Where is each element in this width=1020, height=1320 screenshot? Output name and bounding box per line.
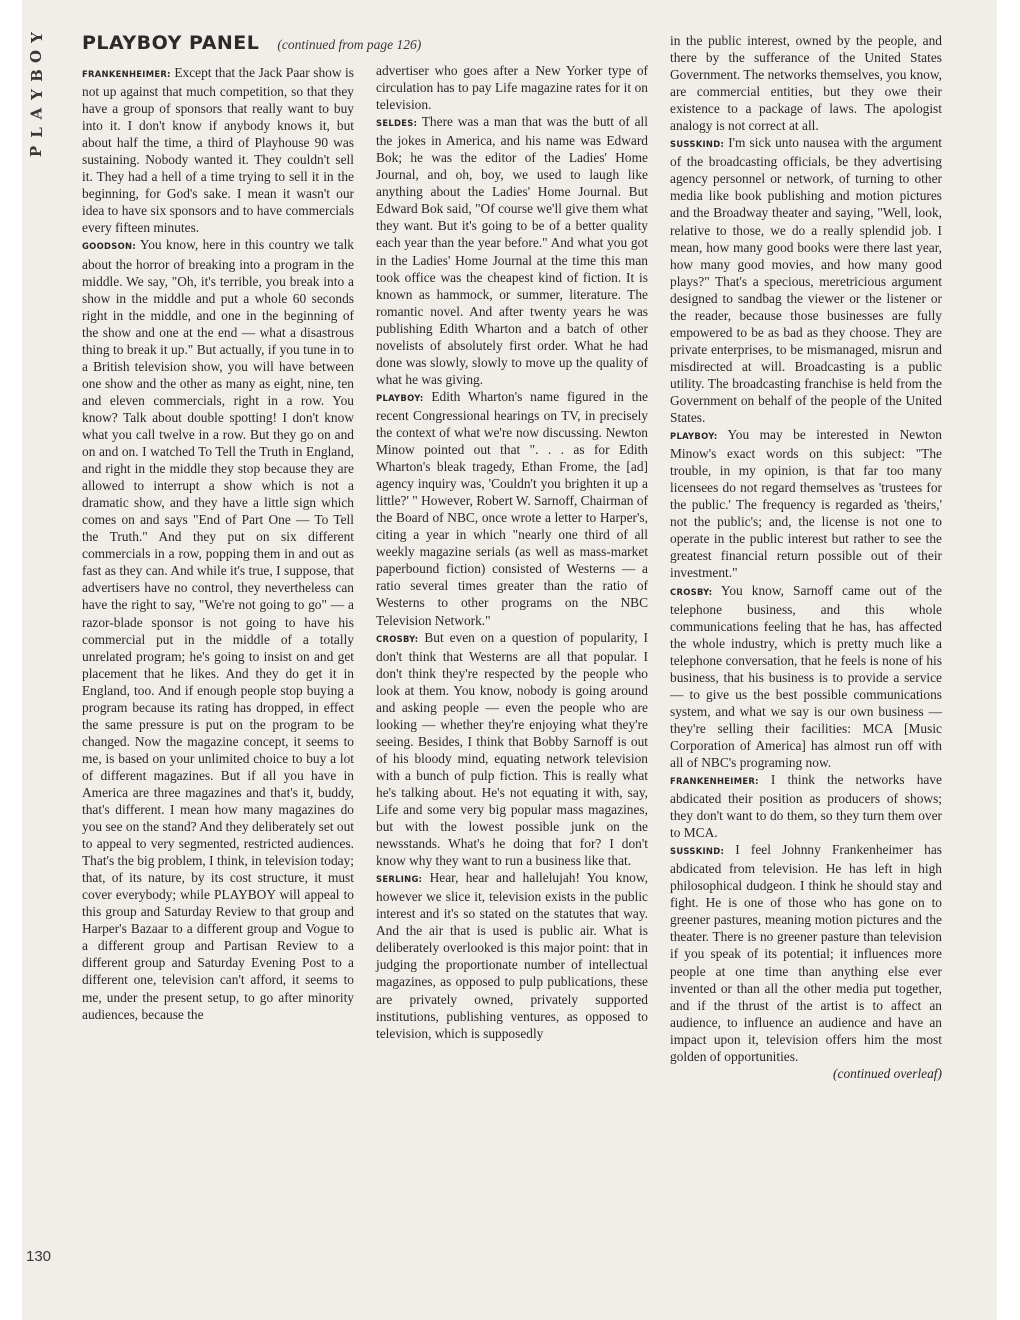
- page-header: [82, 32, 642, 54]
- paragraph: [376, 113, 648, 388]
- text-column-1: [82, 64, 354, 1023]
- paragraph: [376, 629, 648, 870]
- paragraph-text: in the public interest, owned by the people, and there by the sufferance of the United States Government. The networks themselves, you know, are commercial entities, but they owe their existence to a package of laws. The apologist analogy is not correct at all.: [670, 33, 942, 134]
- paragraph-text: advertiser who goes after a New Yorker type of circulation has to pay Life magazine rates for it on television.: [376, 63, 648, 113]
- speaker-name: SERLING:: [376, 874, 423, 885]
- side-logo-letter: Y: [27, 89, 46, 100]
- paragraph: [670, 134, 942, 426]
- speaker-name: SUSSKIND:: [670, 846, 725, 857]
- paragraph: [82, 236, 354, 1022]
- paragraph-text: Edith Wharton's name figured in the recent Congressional hearings on TV, in precisely the context of what we're now discussing. Newton Minow pointed out that ". . . as for Edith Wharton's bleak tragedy, Ethan Frome, the [ad] agency inquiry was, 'Couldn't you brighten it up a little?' " However, Robert W. Sarnoff, Chairman of the Board of NBC, once wrote a letter to Harper's, citing a year in which "nearly one third of all weekly magazine serials (as well as mass-market paperbound fiction) consisted of Westerns — a ratio several times greater than the ratio of Westerns to other programs on the NBC Television Network.": [376, 388, 648, 628]
- section-title: PLAYBOY PANEL: [82, 32, 260, 54]
- paragraph-text: You know, Sarnoff came out of the telephone business, and this whole communications feeling that he has, has affected the whole industry, which is pretty much like a telephone conversation, that he feels is none of his business, that his business is to provide a service — to give us the best possible communications system, and what we say is our own business — they're selling their facilities: MCA [Music Corporation of America] has almost run off with all of NBC's programing now.: [670, 582, 942, 770]
- continued-overleaf-note: (continued overleaf): [833, 1065, 942, 1081]
- paragraph: [376, 62, 648, 113]
- speaker-name: CROSBY:: [670, 586, 713, 597]
- side-logo-letter: Y: [27, 32, 46, 43]
- text-column-2: [376, 62, 648, 1042]
- paragraph-text: You know, here in this country we talk about the horror of breaking into a program in the middle. We say, "Oh, it's terrible, you break into a show in the middle and put a whole 60 seconds right in the middle, and one in the beginning of the show and one at the end — what a disastrous thing to break it up." But actually, if you tune in to a British television show, you will have between one show and the other as many as eight, nine, ten and eleven commercials, right in a row. You know? Talk about double spotting! I don't know what you call twelve in a row. But they go on and on and on. I watched To Tell the Truth in England, and right in the middle they stop because they are allowed to interrupt a show which is not a dramatic show, and they have a little sign which comes on and says "End of Part One — To Tell the Truth." And they put on six different commercials in a row, popping them in and out as fast as they can. And while it's true, I suppose, that advertisers have no control, they nevertheless can have the right to say, "We're not going to go" — a razor-blade sponsor is not going to have his commercial put in the middle of a totally unrelated program; he's going to insist on and get placement that he likes. And they do get it in England, too. And if enough people stop buying a program because its rating has dropped, in effect the same pressure is put on the program to be changed. Now the magazine concept, it seems to me, is based on your unlimited choice to buy a lot of different magazines. But if all you have in America are three magazines and that's it, buddy, that's different. I mean how many magazines do you see on the stand? And they deliberately set out to appeal to very segmented, restricted audiences. That's the big problem, I think, in television today; that, of its nature, by its cost structure, it must cover everybody; while PLAYBOY will appeal to this group and Saturday Review to that group and Harper's Bazaar to a different group and Vogue to a different group and Partisan Review to a different group and Saturday Evening Post to a different one, television can't afford, it seems to me, under the present setup, to go after minority audiences, because the: [82, 237, 354, 1022]
- side-logo-letter: P: [27, 145, 46, 158]
- paragraph: [670, 582, 942, 772]
- speaker-name: SUSSKIND:: [670, 139, 725, 150]
- paragraph-text: I think the networks have abdicated their position as producers of shows; they don't want to do them, so they turn them over to MCA.: [670, 772, 942, 841]
- paragraph-text: Except that the Jack Paar show is not up against that much competition, so that they have a group of sponsors that really want to buy into it. I don't know if anybody knows it, but about half the time, a third of Playhouse 90 was sustaining. Nobody wanted it. They couldn't sell it. They had a hell of a time trying to sell it in the beginning, for God's sake. I mean it wasn't our idea to have six sponsors and to have commercials every fifteen minutes.: [82, 65, 354, 236]
- side-logo-letter: L: [27, 127, 46, 138]
- paragraph: [670, 32, 942, 134]
- speaker-name: CROSBY:: [376, 633, 419, 644]
- speaker-name: SELDES:: [376, 118, 418, 129]
- speaker-name: FRANKENHEIMER:: [670, 776, 759, 787]
- paragraph-text: I'm sick unto nausea with the argument of the broadcasting officials, be they advertising agency personnel or network, of turning to other media like book publishing and motion pictures and the Broadway theater and saying, "Well, look, relative to those, we do a really splendid job. I mean, how many good books were there last year, how many good movies, and how many good plays?" That's a specious, meretricious argument designed to sandbag the viewer or the listener or the reader, because those businesses are fully empowered to be as bad as they choose. They are private enterprises, to be mismanaged, misrun and misdirected at will. Broadcasting is a public utility. The broadcasting franchise is held from the Government on behalf of the people of the United States.: [670, 135, 942, 426]
- speaker-name: FRANKENHEIMER:: [82, 69, 171, 79]
- paragraph: [82, 64, 354, 236]
- speaker-name: GOODSON:: [82, 241, 136, 252]
- paragraph: [670, 771, 942, 841]
- speaker-name: PLAYBOY:: [670, 431, 718, 442]
- side-logo-letter: A: [27, 107, 46, 120]
- continued-note: (continued from page 126): [277, 37, 422, 52]
- paragraph: [376, 869, 648, 1041]
- paragraph-text: Hear, hear and hallelujah! You know, however we slice it, television exists in the public interest and it's so stated on the statutes that way. And the air that is used is public air. What is deliberately overlooked is this major point: that in judging the proportionate number of intellectual magazines, as opposed to pulp publications, these are privately owned, privately supported institutions, publishing ventures, as opposed to television, which is supposedly: [376, 870, 648, 1041]
- text-column-3: [670, 32, 942, 1082]
- paragraph-text: But even on a question of popularity, I don't think that Westerns are all that popular. I don't think they're respected by the people who look at them. You know, nobody is going around and asking people — even the people who are looking — whether they're enjoying what they're seeing. Besides, I think that Bobby Sarnoff is out of his bloody mind, equating network television with a bunch of pulp fiction. This is really what he's talking about. He's not equating it with, say, Life and some very big popular mass magazines, but with the lowest possible junk on the newsstands. What's he doing that for? I don't know why they want to run a business like that.: [376, 629, 648, 869]
- paragraph-text: You may be interested in Newton Minow's exact words on this subject: "The trouble, in my opinion, is that far too many licensees do not regard themselves as 'trustees for the public.' The frequency is regarded as 'theirs,' not the public's; and, the license is not one to operate in the public interest but rather to see the greatest financial return possible out of their investment.": [670, 427, 942, 581]
- page-number: 130: [26, 1248, 52, 1265]
- side-logo: [24, 28, 50, 161]
- paragraph-text: There was a man that was the butt of all the jokes in America, and his name was Edward Bok; he was the editor of the Ladies' Home Journal, and oh, boy, we used to laugh like anything about the Ladies' Home Journal. But Edward Bok said, "Of course we'll give them what they want. But it's going to be of a better quality each year than the year before." And what you got in the Ladies' Home Journal at the time this man took office was the cheapest kind of fiction. It is known as hammock, or summer, literature. The romantic novel. And after twenty years he was publishing Edith Wharton and a batch of other novelists of absolutely first order. What he had done was slowly, slowly to move up the quality of what he was giving.: [376, 114, 649, 387]
- paragraph: [670, 426, 942, 581]
- paragraph: [670, 841, 942, 1065]
- side-logo-letter: O: [27, 49, 46, 64]
- paragraph: [376, 388, 648, 629]
- speaker-name: PLAYBOY:: [376, 392, 424, 403]
- paragraph-text: I feel Johnny Frankenheimer has abdicated from television. He has left in high philosophical dudgeon. I think he should stay and fight. He is one of those who has gone on to greener pastures, meaning motion pictures and the theater. There is no greener pasture than television if you speak of its potential; it influences more people at one time than anything else ever invented or than all the other media put together, and if the thrust of the artist is to affect an audience, to influence an audience and have an impact upon it, television offers him the most golden of opportunities.: [670, 842, 942, 1064]
- side-logo-letter: B: [27, 69, 46, 82]
